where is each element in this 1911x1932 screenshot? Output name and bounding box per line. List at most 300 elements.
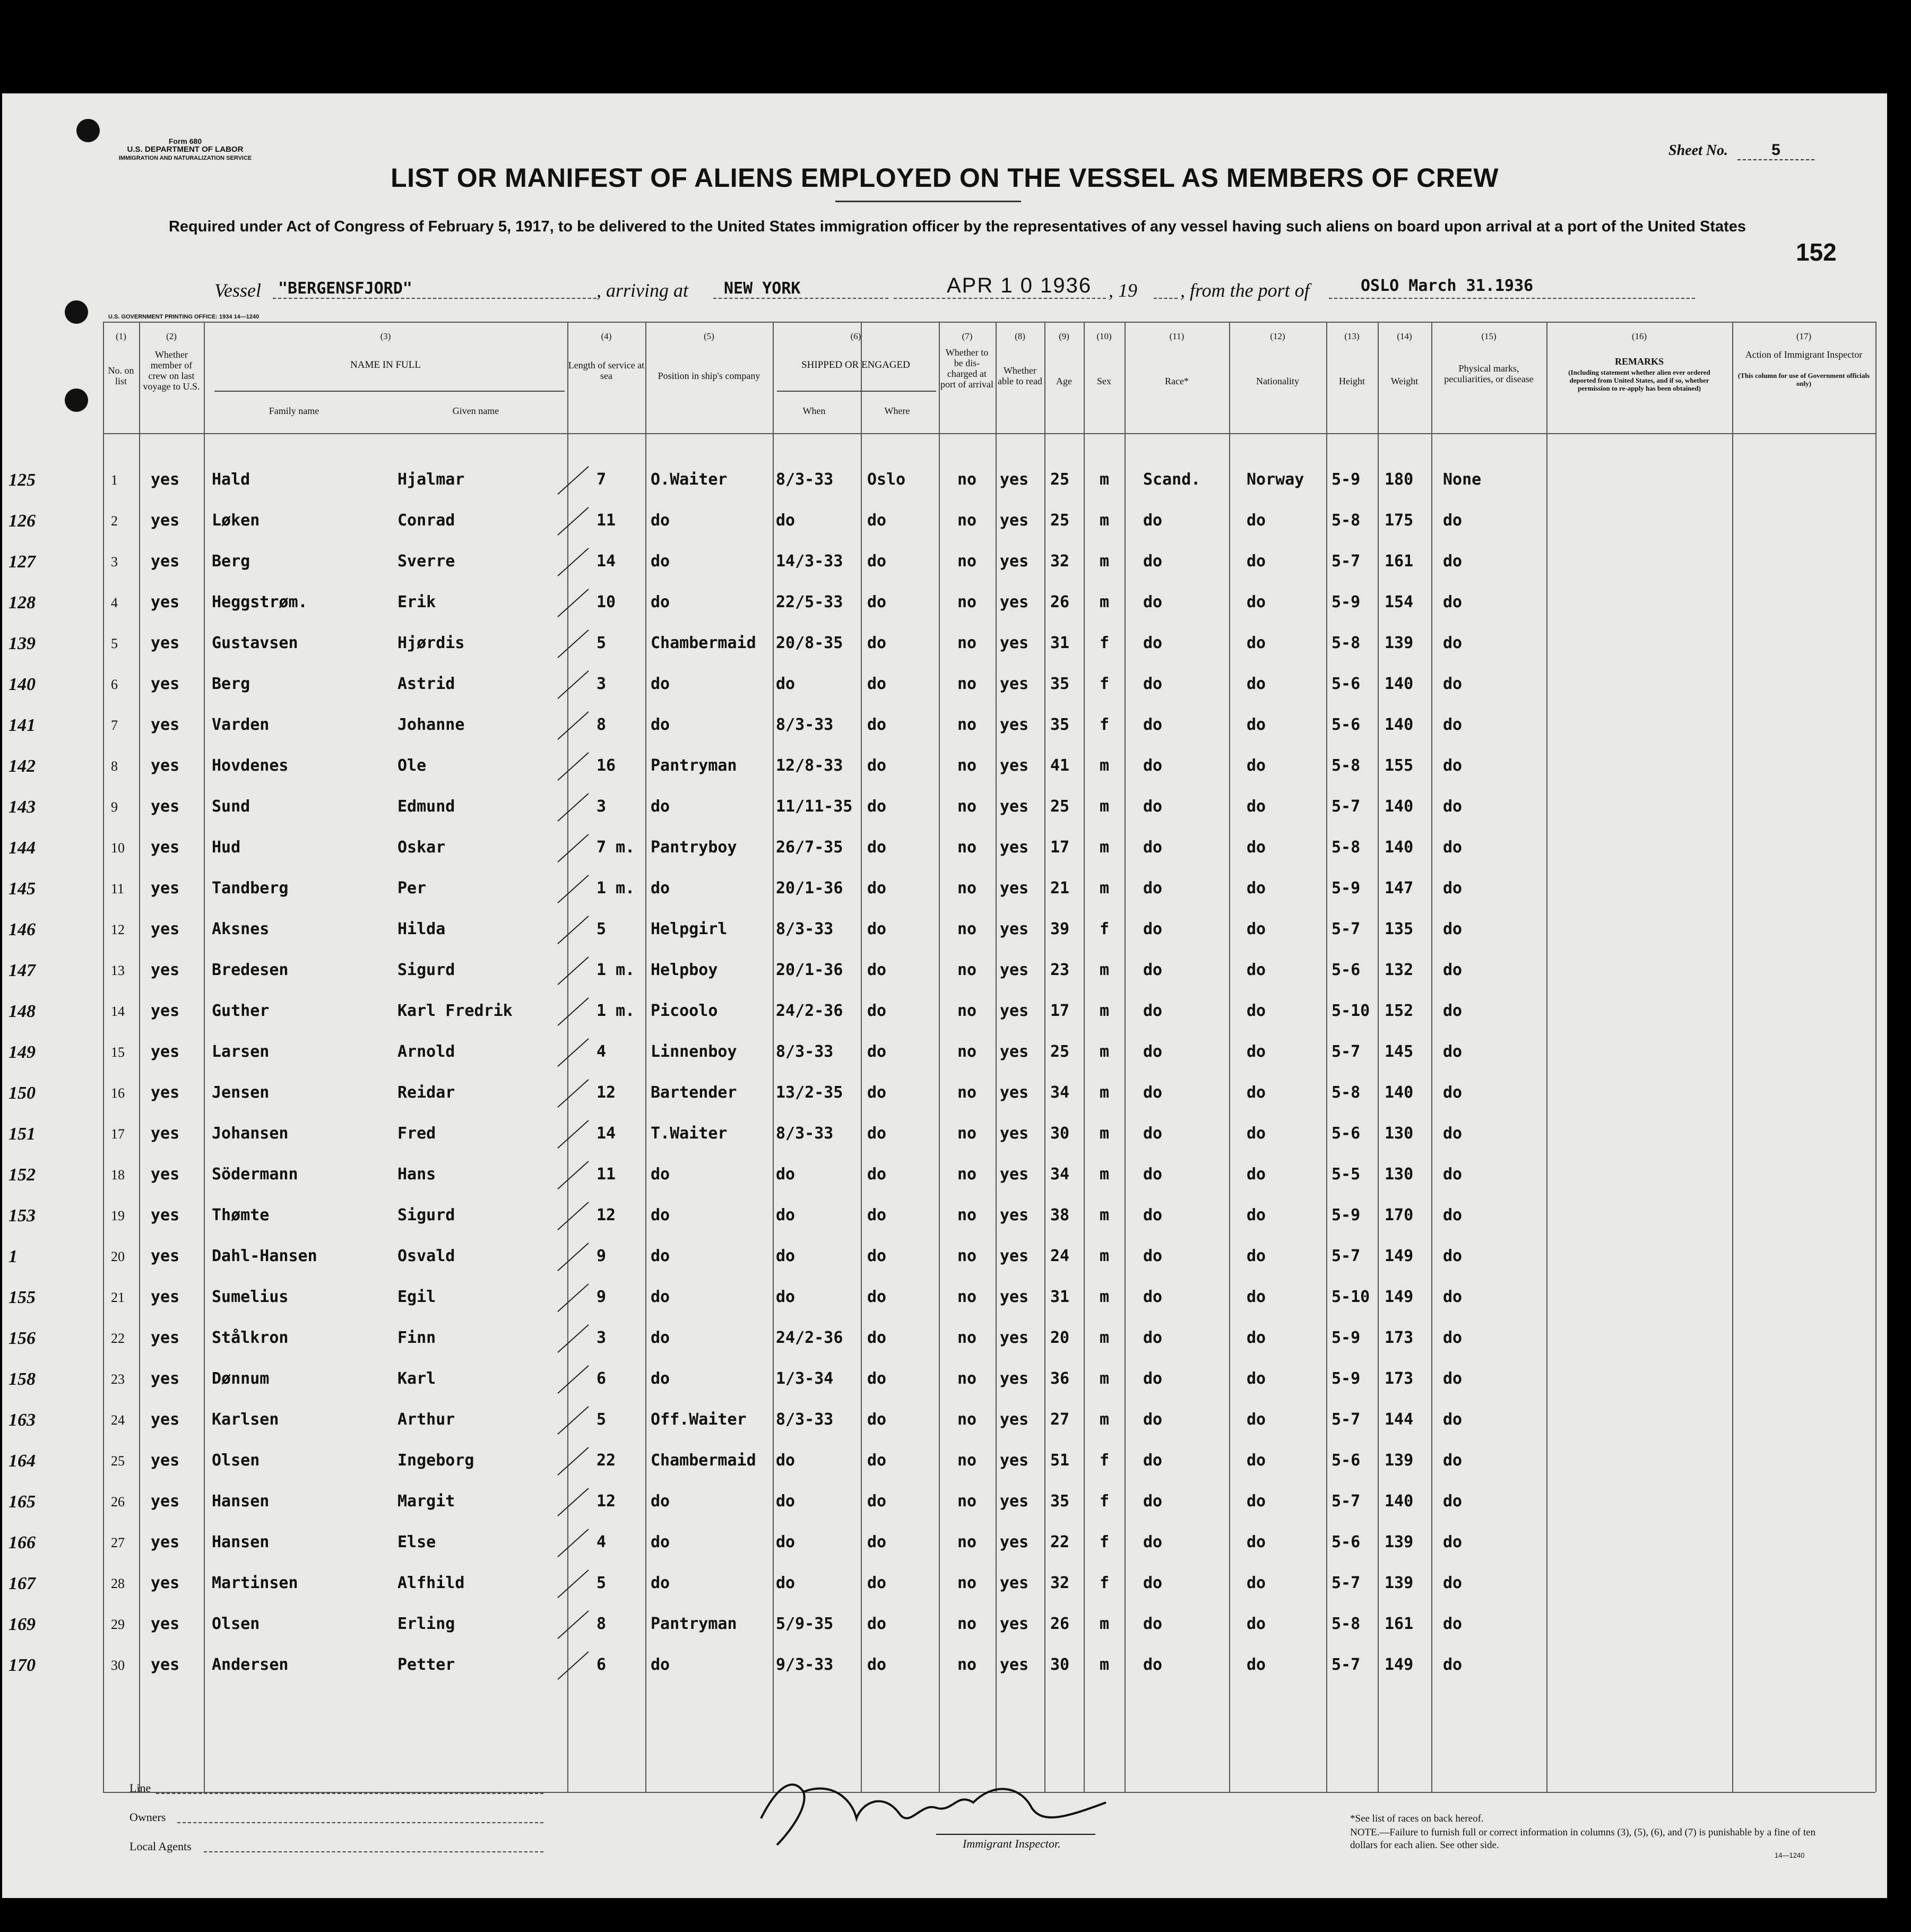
table-row [2, 1288, 1887, 1328]
cell-weight: 173 [1385, 1369, 1414, 1388]
cell-family-name: Thømte [212, 1206, 270, 1224]
col-num: (16) [1631, 331, 1647, 341]
title-rule [835, 201, 1021, 202]
cell-age: 39 [1050, 920, 1070, 938]
cell-discharged: no [957, 1002, 977, 1020]
check-mark [557, 834, 589, 862]
header-physical-marks: Physical marks, peculiarities, or disease [1444, 363, 1534, 384]
cell-race: do [1143, 1329, 1163, 1347]
table-row [2, 1533, 1887, 1573]
cell-member: yes [151, 1410, 180, 1429]
shipped-divider [777, 391, 936, 392]
cell-height: 5-6 [1331, 1533, 1361, 1551]
check-mark [557, 1243, 589, 1271]
cell-family-name: Bredesen [212, 961, 289, 979]
check-mark [557, 711, 589, 740]
cell-discharged: no [957, 1369, 977, 1388]
cell-when: 8/3-33 [776, 1042, 834, 1061]
header-where: Where [884, 406, 910, 416]
row-margin-number: 146 [8, 920, 36, 939]
cell-weight: 139 [1385, 1451, 1414, 1470]
cell-weight: 140 [1385, 715, 1414, 734]
cell-nationality: do [1247, 1451, 1266, 1470]
cell-where: do [867, 961, 887, 979]
check-mark [557, 1569, 589, 1598]
table-row [2, 756, 1887, 797]
cell-family-name: Guther [212, 1002, 270, 1020]
cell-nationality: do [1247, 1247, 1266, 1265]
col-num: (3) [380, 331, 391, 341]
table-row [2, 1124, 1887, 1165]
cell-race: Scand. [1143, 470, 1201, 489]
cell-length-service: 1 m. [596, 1002, 635, 1020]
cell-physical-marks: do [1443, 1369, 1463, 1388]
cell-sex: m [1100, 838, 1110, 857]
cell-able-read: yes [1000, 715, 1029, 734]
cell-family-name: Gustavsen [212, 634, 298, 652]
cell-able-read: yes [1000, 1165, 1029, 1184]
cell-given-name: Ingeborg [397, 1451, 474, 1470]
cell-given-name: Arnold [397, 1042, 455, 1061]
cell-member: yes [151, 1369, 180, 1388]
header-member-last-voyage: Whether member of crew on last voyage to U.S. [143, 349, 200, 392]
cell-race: do [1143, 1533, 1163, 1551]
cell-family-name: Heggstrøm. [212, 593, 308, 611]
check-mark [557, 1283, 589, 1312]
row-margin-number: 141 [8, 715, 36, 735]
cell-where: do [867, 1329, 887, 1347]
cell-physical-marks: do [1443, 1655, 1463, 1674]
cell-position: do [651, 1369, 670, 1388]
cell-family-name: Södermann [212, 1165, 298, 1184]
cell-physical-marks: do [1443, 920, 1463, 938]
cell-weight: 152 [1385, 1002, 1414, 1020]
check-mark [557, 629, 589, 658]
col-num: (7) [962, 331, 973, 341]
cell-position: Linnenboy [651, 1042, 737, 1061]
row-margin-number: 149 [8, 1042, 36, 1062]
cell-where: do [867, 1124, 887, 1143]
row-number: 4 [111, 595, 118, 610]
cell-discharged: no [957, 1124, 977, 1143]
cell-age: 35 [1050, 1492, 1070, 1511]
cell-sex: m [1100, 552, 1110, 571]
name-divider [214, 391, 565, 392]
cell-height: 5-9 [1331, 1329, 1361, 1347]
cell-when: 14/3-33 [776, 552, 843, 571]
cell-member: yes [151, 1615, 180, 1633]
cell-nationality: do [1247, 920, 1266, 938]
cell-height: 5-10 [1331, 1288, 1370, 1306]
cell-position: do [651, 1206, 670, 1224]
row-margin-number: 128 [8, 593, 36, 613]
cell-race: do [1143, 1247, 1163, 1265]
cell-position: Picoolo [651, 1002, 718, 1020]
cell-family-name: Hansen [212, 1492, 270, 1511]
cell-physical-marks: do [1443, 593, 1463, 611]
table-row [2, 1655, 1887, 1696]
cell-height: 5-6 [1331, 715, 1361, 734]
cell-age: 32 [1050, 552, 1070, 571]
cell-length-service: 5 [596, 1574, 607, 1592]
header-given-name: Given name [452, 406, 499, 416]
header-able-read: Whether able to read [998, 365, 1042, 386]
cell-when: do [776, 511, 795, 530]
table-row [2, 1002, 1887, 1042]
cell-age: 41 [1050, 756, 1070, 775]
cell-given-name: Reidar [397, 1083, 455, 1102]
cell-able-read: yes [1000, 1288, 1029, 1306]
header-nationality: Nationality [1256, 376, 1299, 386]
cell-member: yes [151, 511, 180, 530]
col-num: (17) [1796, 331, 1812, 341]
cell-length-service: 8 [596, 1615, 607, 1633]
cell-length-service: 11 [596, 511, 616, 530]
cell-given-name: Osvald [397, 1247, 455, 1265]
cell-race: do [1143, 961, 1163, 979]
cell-sex: m [1100, 1206, 1110, 1224]
cell-length-service: 9 [596, 1288, 607, 1306]
row-margin-number: 125 [8, 470, 36, 490]
cell-race: do [1143, 715, 1163, 734]
row-margin-number: 139 [8, 634, 36, 653]
cell-able-read: yes [1000, 879, 1029, 898]
cell-nationality: do [1247, 593, 1266, 611]
cell-when: do [776, 1574, 795, 1592]
cell-age: 34 [1050, 1165, 1070, 1184]
table-row [2, 511, 1887, 551]
cell-nationality: do [1247, 797, 1266, 816]
cell-family-name: Olsen [212, 1451, 260, 1470]
col-num: (10) [1096, 331, 1112, 341]
cell-able-read: yes [1000, 1002, 1029, 1020]
cell-weight: 161 [1385, 1615, 1414, 1633]
cell-family-name: Tandberg [212, 879, 289, 898]
manifest-sheet [2, 93, 1887, 1898]
cell-member: yes [151, 1165, 180, 1184]
check-mark [557, 548, 589, 576]
cell-weight: 144 [1385, 1410, 1414, 1429]
cell-nationality: do [1247, 1492, 1266, 1511]
cell-race: do [1143, 1369, 1163, 1388]
cell-nationality: do [1247, 1042, 1266, 1061]
cell-nationality: do [1247, 675, 1266, 693]
cell-length-service: 14 [596, 552, 616, 571]
cell-length-service: 14 [596, 1124, 616, 1143]
cell-position: do [651, 552, 670, 571]
table-row [2, 1083, 1887, 1124]
header-position: Position in ship's company [658, 370, 760, 381]
cell-length-service: 5 [596, 920, 607, 938]
cell-nationality: do [1247, 1002, 1266, 1020]
cell-weight: 170 [1385, 1206, 1414, 1224]
cell-able-read: yes [1000, 920, 1029, 938]
cell-where: do [867, 1655, 887, 1674]
cell-position: Helpgirl [651, 920, 728, 938]
cell-position: do [651, 715, 670, 734]
cell-able-read: yes [1000, 1655, 1029, 1674]
row-margin-number: 155 [8, 1288, 36, 1307]
cell-weight: 149 [1385, 1288, 1414, 1306]
header-no-on-list: No. on list [108, 365, 134, 386]
cell-given-name: Ole [397, 756, 427, 775]
cell-position: do [651, 1492, 670, 1511]
cell-member: yes [151, 1451, 180, 1470]
cell-where: do [867, 1615, 887, 1633]
cell-position: do [651, 1288, 670, 1306]
service-name: IMMIGRATION AND NATURALIZATION SERVICE [118, 155, 252, 161]
cell-discharged: no [957, 1247, 977, 1265]
cell-position: Off.Waiter [651, 1410, 747, 1429]
cell-member: yes [151, 1002, 180, 1020]
cell-member: yes [151, 1247, 180, 1265]
check-mark [557, 1079, 589, 1108]
cell-length-service: 6 [596, 1369, 607, 1388]
cell-when: do [776, 1288, 795, 1306]
cell-where: do [867, 797, 887, 816]
cell-family-name: Hansen [212, 1533, 270, 1551]
cell-height: 5-5 [1331, 1165, 1361, 1184]
cell-length-service: 12 [596, 1206, 616, 1224]
cell-where: do [867, 879, 887, 898]
cell-when: 9/3-33 [776, 1655, 834, 1674]
row-number: 17 [111, 1126, 125, 1142]
cell-age: 30 [1050, 1655, 1070, 1674]
penalty-note: NOTE.—Failure to furnish full or correct information in columns (3), (5), (6), and (7) is punishable by a fine of ten dollars for each alien. See other side. [1350, 1827, 1815, 1851]
cell-race: do [1143, 1288, 1163, 1306]
cell-where: do [867, 1165, 887, 1184]
cell-physical-marks: do [1443, 715, 1463, 734]
cell-discharged: no [957, 1410, 977, 1429]
row-margin-number: 170 [8, 1655, 36, 1675]
cell-length-service: 11 [596, 1165, 616, 1184]
cell-race: do [1143, 879, 1163, 898]
cell-age: 24 [1050, 1247, 1070, 1265]
cell-height: 5-7 [1331, 1410, 1361, 1429]
cell-where: do [867, 552, 887, 571]
cell-length-service: 5 [596, 634, 607, 652]
table-row [2, 1410, 1887, 1451]
header-name-in-full: NAME IN FULL [350, 359, 421, 370]
row-number: 26 [111, 1494, 125, 1510]
cell-weight: 140 [1385, 797, 1414, 816]
cell-age: 25 [1050, 797, 1070, 816]
cell-where: do [867, 838, 887, 857]
cell-height: 5-9 [1331, 879, 1361, 898]
cell-weight: 140 [1385, 1492, 1414, 1511]
row-number: 14 [111, 1004, 125, 1019]
year-label: , 19 [1109, 280, 1137, 301]
cell-position: do [651, 1247, 670, 1265]
cell-physical-marks: do [1443, 1002, 1463, 1020]
cell-sex: m [1100, 1329, 1110, 1347]
cell-nationality: do [1247, 1574, 1266, 1592]
cell-position: do [651, 675, 670, 693]
cell-physical-marks: do [1443, 1574, 1463, 1592]
table-row [2, 1206, 1887, 1246]
cell-weight: 161 [1385, 552, 1414, 571]
cell-discharged: no [957, 879, 977, 898]
cell-height: 5-9 [1331, 1369, 1361, 1388]
page-subtitle: Required under Act of Congress of February 5, 1917, to be delivered to the United States immigration officer by the representatives of any vessel having such aliens on board upon arrival at a port of the United States [168, 218, 1746, 235]
cell-physical-marks: do [1443, 1451, 1463, 1470]
cell-race: do [1143, 1451, 1163, 1470]
cell-sex: f [1100, 1492, 1110, 1511]
cell-given-name: Arthur [397, 1410, 455, 1429]
row-number: 9 [111, 799, 118, 815]
cell-weight: 149 [1385, 1247, 1414, 1265]
cell-race: do [1143, 1002, 1163, 1020]
col-num: (12) [1270, 331, 1285, 341]
cell-age: 27 [1050, 1410, 1070, 1429]
row-margin-number: 150 [8, 1083, 36, 1103]
cell-sex: m [1100, 961, 1110, 979]
cell-height: 5-8 [1331, 1615, 1361, 1633]
check-mark [557, 1120, 589, 1149]
col-num: (15) [1481, 331, 1497, 341]
cell-length-service: 1 m. [596, 879, 635, 898]
vessel-name: "BERGENSFJORD" [278, 279, 412, 298]
cell-member: yes [151, 797, 180, 816]
table-row [2, 593, 1887, 633]
cell-weight: 147 [1385, 879, 1414, 898]
row-number: 24 [111, 1412, 125, 1428]
cell-height: 5-7 [1331, 1247, 1361, 1265]
cell-member: yes [151, 879, 180, 898]
cell-able-read: yes [1000, 797, 1029, 816]
cell-length-service: 12 [596, 1083, 616, 1102]
cell-height: 5-9 [1331, 470, 1361, 489]
cell-position: O.Waiter [651, 470, 728, 489]
cell-race: do [1143, 1124, 1163, 1143]
year-underline [1154, 298, 1178, 299]
row-margin-number: 169 [8, 1615, 36, 1634]
cell-physical-marks: do [1443, 1206, 1463, 1224]
cell-age: 26 [1050, 593, 1070, 611]
cell-sex: m [1100, 1002, 1110, 1020]
table-row [2, 920, 1887, 960]
cell-position: do [651, 1329, 670, 1347]
cell-where: Oslo [867, 470, 906, 489]
cell-physical-marks: do [1443, 1247, 1463, 1265]
cell-member: yes [151, 593, 180, 611]
cell-able-read: yes [1000, 593, 1029, 611]
cell-family-name: Jensen [212, 1083, 270, 1102]
table-row [2, 470, 1887, 511]
cell-given-name: Sigurd [397, 1206, 455, 1224]
cell-when: 8/3-33 [776, 920, 834, 938]
cell-family-name: Johansen [212, 1124, 289, 1143]
check-mark [557, 507, 589, 536]
cell-able-read: yes [1000, 1451, 1029, 1470]
cell-where: do [867, 1533, 887, 1551]
cell-able-read: yes [1000, 1492, 1029, 1511]
check-mark [557, 1610, 589, 1639]
check-mark [557, 916, 589, 944]
cell-position: Pantryman [651, 1615, 737, 1633]
cell-able-read: yes [1000, 961, 1029, 979]
cell-age: 22 [1050, 1533, 1070, 1551]
cell-given-name: Sigurd [397, 961, 455, 979]
cell-position: do [651, 1165, 670, 1184]
cell-discharged: no [957, 1533, 977, 1551]
cell-member: yes [151, 1206, 180, 1224]
header-age: Age [1056, 376, 1072, 386]
cell-weight: 139 [1385, 634, 1414, 652]
cell-sex: m [1100, 1124, 1110, 1143]
cell-family-name: Andersen [212, 1655, 289, 1674]
cell-position: Chambermaid [651, 1451, 756, 1470]
cell-family-name: Dahl-Hansen [212, 1247, 317, 1265]
check-mark [557, 1651, 589, 1680]
row-number: 16 [111, 1085, 125, 1101]
cell-given-name: Finn [397, 1329, 436, 1347]
header-discharged: Whether to be dis-charged at port of arrival [940, 347, 993, 390]
cell-height: 5-9 [1331, 1206, 1361, 1224]
cell-age: 35 [1050, 675, 1070, 693]
cell-discharged: no [957, 920, 977, 938]
cell-race: do [1143, 797, 1163, 816]
print-code: 14—1240 [1775, 1851, 1805, 1859]
cell-discharged: no [957, 1083, 977, 1102]
row-number: 29 [111, 1617, 125, 1632]
cell-nationality: do [1247, 1655, 1266, 1674]
cell-weight: 130 [1385, 1165, 1414, 1184]
row-margin-number: 142 [8, 756, 36, 776]
table-row [2, 1165, 1887, 1205]
from-port-underline [1329, 298, 1695, 299]
form-header [95, 137, 275, 162]
row-number: 19 [111, 1208, 125, 1223]
vessel-label: Vessel [214, 280, 261, 301]
local-agents-label: Local Agents [129, 1840, 192, 1853]
row-number: 7 [111, 718, 118, 733]
check-mark [557, 1038, 589, 1067]
cell-sex: f [1100, 920, 1110, 938]
cell-discharged: no [957, 1492, 977, 1511]
table-row [2, 1451, 1887, 1491]
cell-physical-marks: do [1443, 511, 1463, 530]
cell-member: yes [151, 552, 180, 571]
row-number: 28 [111, 1576, 125, 1591]
col-num: (14) [1397, 331, 1412, 341]
cell-weight: 139 [1385, 1574, 1414, 1592]
header-sex: Sex [1097, 376, 1111, 386]
cell-length-service: 7 m. [596, 838, 635, 857]
arriving-underline [713, 298, 888, 299]
header-shipped-engaged: SHIPPED OR ENGAGED [801, 359, 910, 370]
check-mark [557, 1406, 589, 1435]
row-number: 18 [111, 1167, 125, 1183]
cell-age: 38 [1050, 1206, 1070, 1224]
cell-sex: f [1100, 1451, 1110, 1470]
cell-weight: 149 [1385, 1655, 1414, 1674]
cell-member: yes [151, 1655, 180, 1674]
cell-age: 20 [1050, 1329, 1070, 1347]
cell-given-name: Hjalmar [397, 470, 465, 489]
table-row [2, 1574, 1887, 1614]
cell-discharged: no [957, 1574, 977, 1592]
header-when: When [802, 406, 826, 416]
table-row [2, 552, 1887, 592]
cell-discharged: no [957, 1165, 977, 1184]
sheet-number-label: Sheet No. [1668, 142, 1728, 159]
row-margin-number: 1 [8, 1247, 18, 1266]
cell-height: 5-6 [1331, 1451, 1361, 1470]
cell-sex: m [1100, 1165, 1110, 1184]
cell-height: 5-7 [1331, 797, 1361, 816]
cell-nationality: do [1247, 1615, 1266, 1633]
